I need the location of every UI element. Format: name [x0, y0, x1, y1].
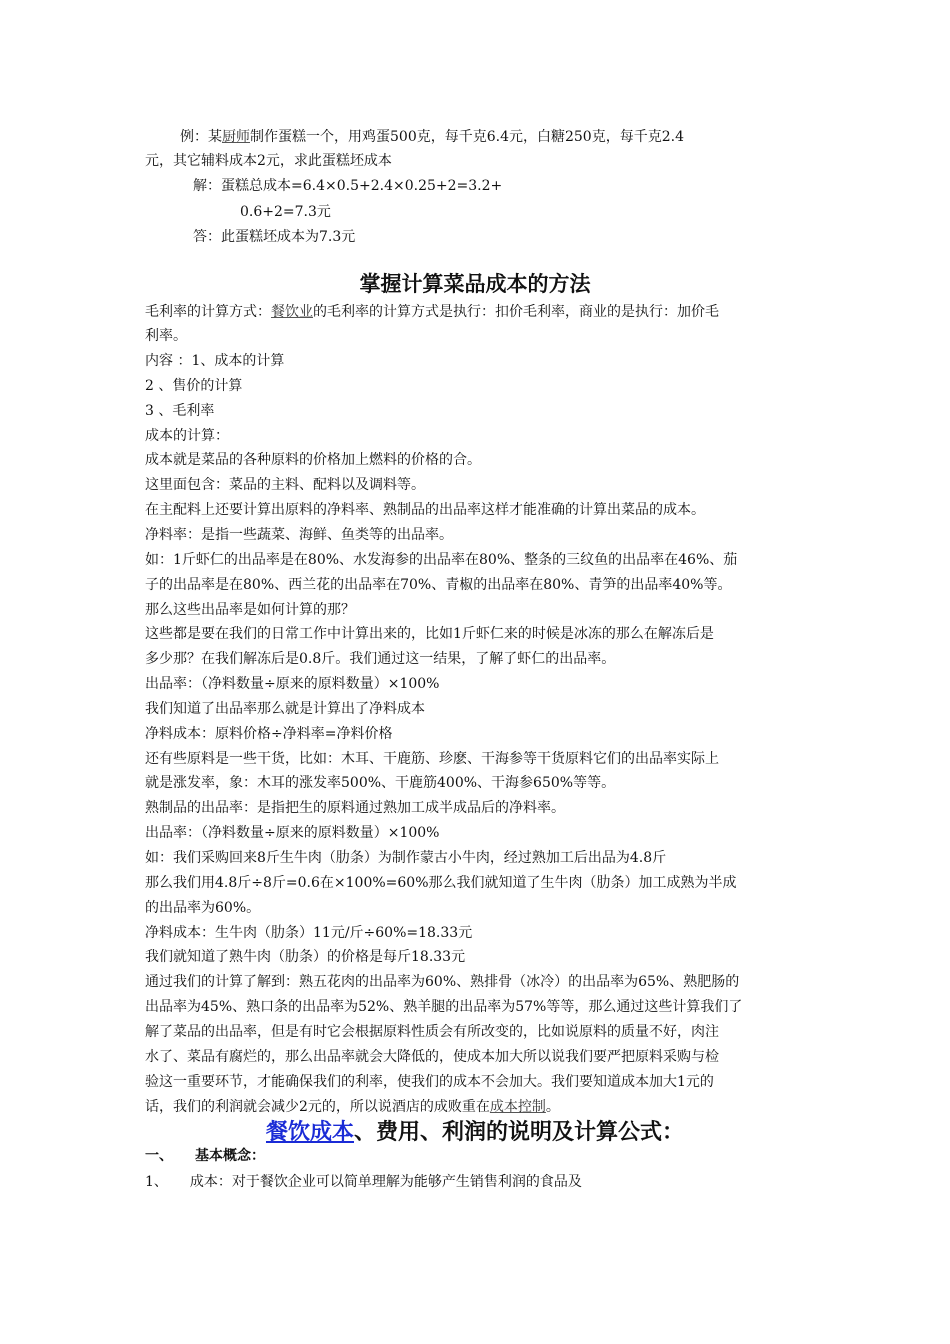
example-solution-1: 解：蛋糕总成本=6.4×0.5+2.4×0.25+2=3.2+: [193, 178, 503, 194]
basic-concepts-heading: 一、 基本概念：: [145, 1148, 265, 1164]
body-line: 我们就知道了熟牛肉（肋条）的价格是每斤18.33元: [145, 949, 466, 965]
concept-item-1: 1、 成本：对于餐饮企业可以简单理解为能够产生销售利润的食品及: [145, 1174, 582, 1190]
body-line: 还有些原料是一些干货，比如：木耳、干鹿筋、珍麽、干海参等干货原料它们的出品率实际上: [145, 751, 719, 767]
body-line: 这些都是要在我们的日常工作中计算出来的，比如1斤虾仁来的时候是冰冻的那么在解冻后是: [145, 626, 714, 642]
gross-margin-line-cont: 利率。: [145, 328, 187, 344]
body-line: 内容 ：1、成本的计算: [145, 353, 285, 369]
body-line: 净料率：是指一些蔬菜、海鲜、鱼类等的出品率。: [145, 527, 453, 543]
example-line-2: 元，其它辅料成本2元，求此蛋糕坯成本: [145, 153, 392, 169]
body-line: 的出品率为60%。: [145, 900, 261, 916]
body-line: 通过我们的计算了解到：熟五花肉的出品率为60%、熟排骨（冰冷）的出品率为65%、熟肥肠的: [145, 974, 740, 990]
body-line: 成本的计算：: [145, 428, 229, 444]
section1-title: 掌握计算菜品成本的方法: [359, 271, 591, 296]
body-line: 这里面包含：菜品的主料、配料以及调料等。: [145, 477, 425, 493]
example-answer: 答：此蛋糕坯成本为7.3元: [193, 229, 356, 245]
body-line: 子的出品率是在80%、西兰花的出品率在70%、青椒的出品率在80%、青笋的出品率40%等。: [145, 577, 732, 593]
body-line: 2 、售价的计算: [145, 378, 243, 394]
body-line: 我们知道了出品率那么就是计算出了净料成本: [145, 701, 425, 717]
body-line: 多少那？在我们解冻后是0.8斤。我们通过这一结果，了解了虾仁的出品率。: [145, 651, 616, 667]
body-line: 在主配料上还要计算出原料的净料率、熟制品的出品率这样才能准确的计算出菜品的成本。: [145, 502, 705, 518]
body-line: 如：我们采购回来8斤生牛肉（肋条）为制作蒙古小牛肉，经过熟加工后出品为4.8斤: [145, 850, 667, 866]
catering-cost-link[interactable]: 餐饮成本: [265, 1119, 354, 1145]
cost-control-line: 话，我们的利润就会减少2元的，所以说酒店的成败重在成本控制。: [145, 1099, 560, 1115]
gross-margin-line: 毛利率的计算方式：餐饮业的毛利率的计算方式是执行：扣价毛利率，商业的是执行：加价毛: [145, 304, 719, 320]
body-line: 净料成本：原料价格÷净料率=净料价格: [145, 726, 393, 742]
cost-control-link[interactable]: 成本控制: [489, 1099, 546, 1115]
body-line: 3 、毛利率: [145, 403, 215, 419]
section2-title: 餐饮成本、费用、利润的说明及计算公式：: [265, 1119, 685, 1145]
body-line: 出品率：（净料数量÷原来的原料数量）×100%: [145, 676, 440, 692]
chef-link[interactable]: 厨师: [222, 129, 250, 145]
body-line: 如：1斤虾仁的出品率是在80%、水发海参的出品率在80%、整条的三纹鱼的出品率在46%、茄: [145, 552, 738, 568]
body-line: 净料成本：生牛肉（肋条）11元/斤÷60%=18.33元: [145, 925, 473, 941]
body-line: 那么我们用4.8斤÷8斤=0.6在×100%=60%那么我们就知道了生牛肉（肋条）加工成熟为半成: [145, 875, 737, 891]
body-line: 那么这些出品率是如何计算的那？: [145, 602, 355, 618]
body-line: 就是涨发率，象：木耳的涨发率500%、干鹿筋400%、干海参650%等等。: [145, 775, 616, 791]
example-solution-2: 0.6+2=7.3元: [240, 204, 331, 220]
body-line: 验这一重要环节，才能确保我们的利率，使我们的成本不会加大。我们要知道成本加大1元的: [145, 1074, 714, 1090]
body-line: 成本就是菜品的各种原料的价格加上燃料的价格的合。: [145, 452, 481, 468]
body-line: 解了菜品的出品率，但是有时它会根据原料性质会有所改变的，比如说原料的质量不好，肉注: [145, 1024, 719, 1040]
catering-link[interactable]: 餐饮业: [271, 304, 313, 320]
body-line: 出品率：（净料数量÷原来的原料数量）×100%: [145, 825, 440, 841]
example-line-1: 例：某厨师制作蛋糕一个，用鸡蛋500克，每千克6.4元，白糖250克，每千克2.4: [180, 129, 684, 145]
body-line: 熟制品的出品率：是指把生的原料通过熟加工成半成品后的净料率。: [145, 800, 565, 816]
body-line: 水了、菜品有腐烂的，那么出品率就会大降低的，使成本加大所以说我们要严把原料采购与检: [145, 1049, 719, 1065]
body-line: 出品率为45%、熟口条的出品率为52%、熟羊腿的出品率为57%等等，那么通过这些计算我们了: [145, 999, 743, 1015]
